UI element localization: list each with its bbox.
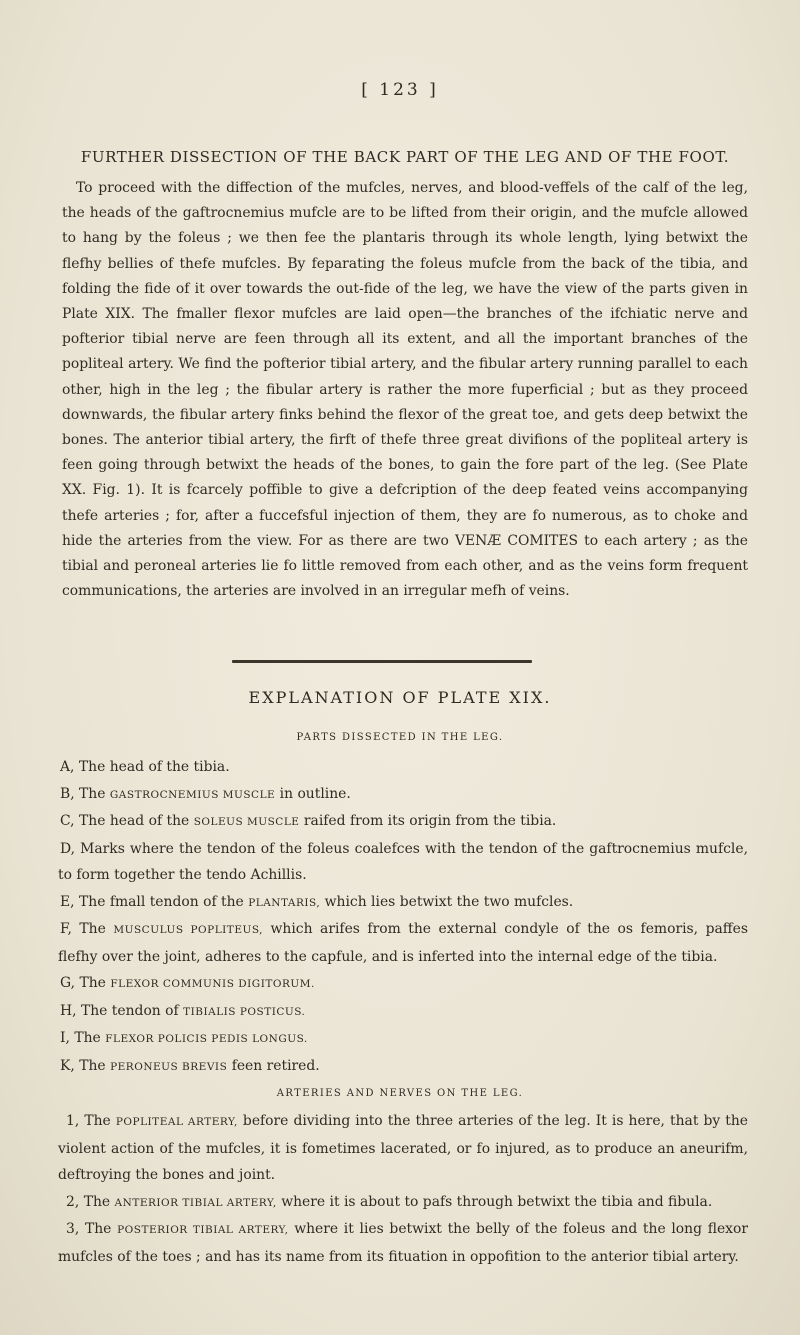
item-number: 3, bbox=[66, 1221, 80, 1237]
item-term: PERONEUS BREVIS bbox=[110, 1060, 228, 1073]
list-item bbox=[58, 808, 748, 836]
item-letter: C, bbox=[60, 813, 75, 829]
list-item bbox=[58, 998, 748, 1026]
list-item bbox=[58, 970, 748, 998]
item-letter: I, bbox=[60, 1030, 70, 1046]
item-term: ANTERIOR TIBIAL ARTERY, bbox=[114, 1196, 277, 1209]
list-item bbox=[58, 1108, 748, 1189]
list-item bbox=[58, 1216, 748, 1270]
item-number: 1, bbox=[66, 1113, 80, 1129]
item-text: The fmall tendon of the bbox=[78, 893, 244, 910]
item-term: PLANTARIS, bbox=[248, 896, 321, 909]
item-text: feen retired. bbox=[231, 1057, 320, 1074]
arteries-heading: ARTERIES AND NERVES ON THE LEG. bbox=[276, 1088, 524, 1099]
list-item bbox=[58, 889, 748, 917]
item-letter: H, bbox=[60, 1002, 77, 1019]
item-term: GASTROCNEMIUS MUSCLE bbox=[109, 788, 276, 801]
parts-list bbox=[58, 754, 748, 1080]
item-text: where it is about to pafs through betwixt the tibia and fibula. bbox=[281, 1193, 713, 1210]
item-text: The bbox=[84, 1113, 111, 1129]
list-item bbox=[58, 781, 748, 809]
list-item bbox=[58, 916, 748, 970]
item-letter: D, bbox=[60, 840, 76, 857]
item-text: where it lies betwixt the belly of the foleus and the long flexor mufcles of the toes ; and has its name from its fituation in oppofition to the anterior tibial artery. bbox=[58, 1221, 749, 1265]
item-text: The head of the tibia. bbox=[78, 759, 230, 775]
item-text: before dividing into the three arteries of the leg. It is here, that by the violent action of the mufcles, it is fometimes lacerated, or fo injured, as to produce an aneurifm, deftroying the bones and joint. bbox=[58, 1113, 749, 1183]
parts-heading: PARTS DISSECTED IN THE LEG. bbox=[296, 732, 504, 743]
item-text: The bbox=[79, 1057, 106, 1074]
list-item bbox=[58, 836, 748, 889]
item-letter: K, bbox=[60, 1057, 75, 1074]
item-text: The head of the bbox=[78, 813, 190, 829]
list-item bbox=[58, 1053, 748, 1081]
item-term: SOLEUS MUSCLE bbox=[193, 816, 300, 828]
item-term: POSTERIOR TIBIAL ARTERY, bbox=[117, 1224, 289, 1236]
list-item bbox=[58, 1025, 748, 1053]
chapter-title: FURTHER DISSECTION OF THE BACK PART OF THE LEG AND OF THE FOOT. bbox=[80, 148, 730, 166]
item-term: FLEXOR POLICIS PEDIS LONGUS. bbox=[105, 1033, 308, 1045]
item-letter: E, bbox=[60, 893, 75, 910]
item-text: in outline. bbox=[279, 785, 351, 802]
item-term: TIBIALIS POSTICUS. bbox=[183, 1005, 306, 1018]
item-letter: A, bbox=[60, 759, 75, 775]
plate-title: EXPLANATION OF PLATE XIX. bbox=[248, 688, 552, 707]
item-letter: B, bbox=[60, 785, 75, 802]
item-text: Marks where the tendon of the foleus coalefces with the tendon of the gaftrocnemius mufcle, to form together the tendo Achillis. bbox=[58, 840, 748, 883]
item-text: which arifes from the external condyle of the os femoris, paffes flefhy over the joint, adheres to the capfule, and is inferted into the internal edge of the tibia. bbox=[58, 921, 748, 965]
item-text: The bbox=[79, 975, 106, 991]
arteries-list bbox=[58, 1108, 748, 1270]
section-divider bbox=[232, 660, 532, 663]
item-term: POPLITEAL ARTERY, bbox=[115, 1116, 238, 1128]
list-item bbox=[58, 754, 748, 781]
item-letter: G, bbox=[60, 975, 76, 991]
item-text: The bbox=[74, 1030, 101, 1046]
item-term: FLEXOR COMMUNIS DIGITORUM. bbox=[110, 978, 315, 990]
item-text: The bbox=[84, 1221, 112, 1237]
item-text: The tendon of bbox=[80, 1002, 179, 1019]
item-text: which lies betwixt the two mufcles. bbox=[324, 893, 574, 910]
intro-paragraph: To proceed with the diffection of the mufcles, nerves, and blood-veffels of the calf of the leg, the heads of the gaftrocnemius mufcle are to be lifted from their origin, and the mufcle allowed to hang by the foleus ; we then fee the plantaris through its whole length, lying betwixt the flefhy bellies of thefe mufcles. By feparating the foleus mufcle from the back of the tibia, and folding the fide of it over towards the out-fide of the leg, we have the view of the parts given in Plate XIX. The fmaller flexor mufcles are laid open—the branches of the ifchiatic nerve and pofterior tibial nerve are feen through all its extent, and all the important branches of the popliteal artery. We find the pofterior tibial artery, and the fibular artery running parallel to each other, high in the leg ; the fibular artery is rather the more fuperficial ; but as they proceed downwards, the fibular artery finks behind the flexor of the great toe, and gets deep betwixt the bones. The anterior tibial artery, the firft of thefe three great divifions of the popliteal artery is feen going through betwixt the heads of the bones, to gain the fore part of the leg. (See Plate XX. Fig. 1). It is fcarcely poffible to give a defcription of the deep feated veins accompanying thefe arteries ; for, after a fuccefsful injection of them, they are fo numerous, as to choke and hide the arteries from the view. For as there are two VENÆ COMITES to each artery ; as the tibial and peroneal arteries lie fo little removed from each other, and as the veins form frequent communications, the arteries are involved in an irregular mefh of veins. bbox=[62, 180, 748, 600]
item-text: The bbox=[79, 785, 106, 802]
page-number: [ 123 ] bbox=[361, 80, 439, 100]
item-number: 2, bbox=[66, 1193, 80, 1210]
list-item bbox=[58, 1189, 748, 1217]
item-letter: F, bbox=[60, 921, 72, 937]
item-text: The bbox=[79, 921, 106, 937]
item-text: The bbox=[83, 1193, 111, 1210]
item-text: raifed from its origin from the tibia. bbox=[303, 813, 557, 829]
item-term: MUSCULUS POPLITEUS, bbox=[113, 924, 263, 936]
